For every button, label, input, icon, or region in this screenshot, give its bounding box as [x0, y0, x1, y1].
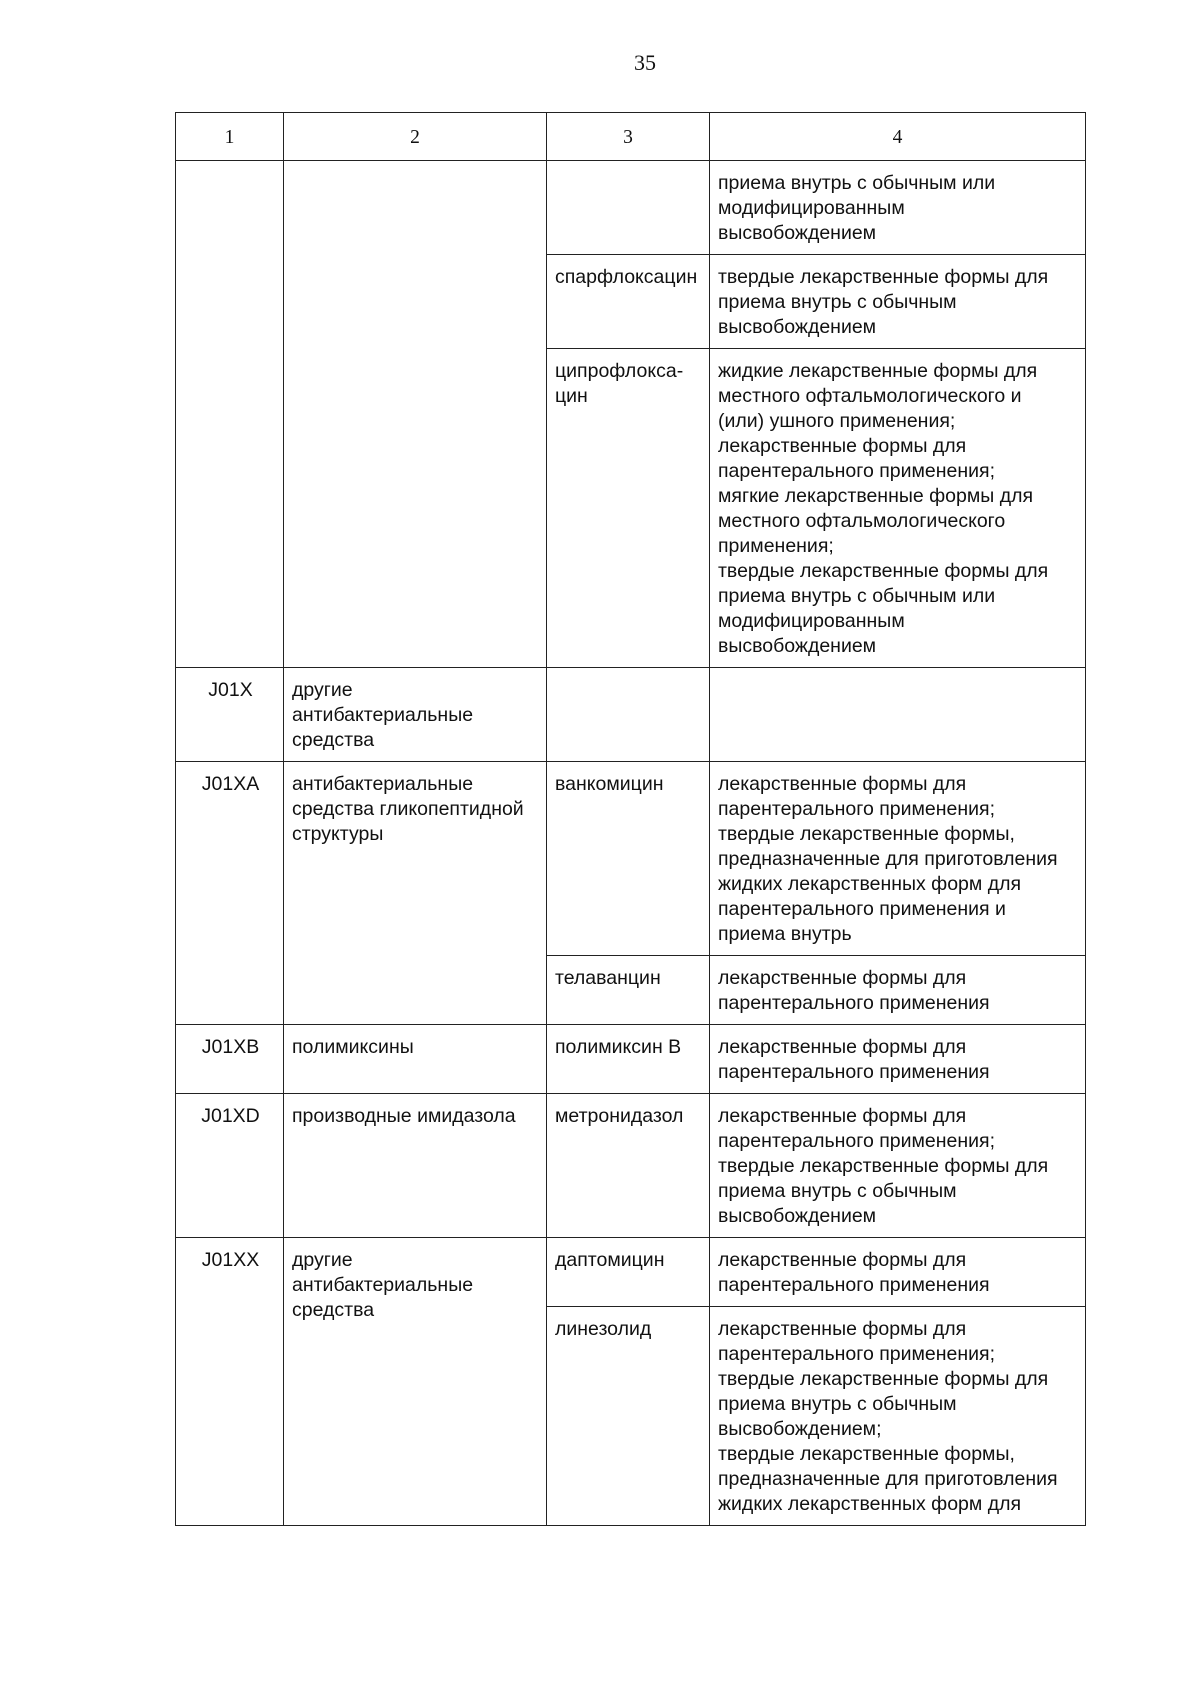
code-cell — [176, 668, 284, 762]
forms-text: жидкие лекарственные формы для местного офтальмологического и (или) ушного применения; лекарственные формы для парентерального применения; мягкие лекарственные формы для местного офтальмологического применения; твердые лекарственные формы для приема внутрь с обычным или модифицированным высвобождением — [718, 360, 1049, 657]
forms-text: твердые лекарственные формы для приема внутрь с обычным высвобождением — [718, 266, 1049, 338]
page-number: 35 — [634, 50, 656, 75]
code-cell — [176, 1238, 284, 1526]
table-header-row — [176, 113, 1086, 161]
forms-text: лекарственные формы для парентерального применения — [718, 967, 990, 1014]
drug-name: метронидазол — [555, 1105, 684, 1127]
drug-cell — [547, 1238, 710, 1307]
table-row — [176, 1238, 1086, 1307]
group-name: другие антибактериальные средства — [292, 679, 474, 751]
drug-name: телаванцин — [555, 967, 661, 989]
drug-cell — [547, 349, 710, 668]
forms-text: лекарственные формы для парентерального применения; твердые лекарственные формы, предназначенные для приготовления жидких лекарственных форм для парентерального применения и приема внутрь — [718, 773, 1058, 945]
atc-code: J01XX — [201, 1249, 260, 1271]
forms-cell — [710, 668, 1086, 762]
drug-name: даптомицин — [555, 1249, 665, 1271]
group-name: полимиксины — [292, 1036, 414, 1058]
drug-cell — [547, 1307, 710, 1526]
drug-cell — [547, 1025, 710, 1094]
column-header-3: 3 — [547, 113, 710, 161]
forms-cell — [710, 1025, 1086, 1094]
group-name-cell — [284, 762, 547, 1025]
code-cell — [176, 161, 284, 668]
table-row — [176, 1025, 1086, 1094]
forms-text: лекарственные формы для парентерального применения; твердые лекарственные формы для приема внутрь с обычным высвобождением — [718, 1105, 1049, 1227]
column-header-4: 4 — [710, 113, 1086, 161]
table-row — [176, 762, 1086, 956]
group-name-cell — [284, 161, 547, 668]
drug-cell — [547, 668, 710, 762]
column-header-2: 2 — [284, 113, 547, 161]
drug-name: спарфлоксацин — [555, 266, 698, 288]
column-header-1: 1 — [176, 113, 284, 161]
forms-text: приема внутрь с обычным или модифицированным высвобождением — [718, 172, 996, 244]
forms-cell — [710, 255, 1086, 349]
table-row — [176, 161, 1086, 255]
forms-text: лекарственные формы для парентерального применения — [718, 1249, 990, 1296]
table-row — [176, 668, 1086, 762]
drug-cell — [547, 255, 710, 349]
group-name: другие антибактериальные средства — [292, 1249, 474, 1321]
group-name: антибактериальные средства гликопептидной структуры — [292, 773, 524, 845]
forms-cell — [710, 1307, 1086, 1526]
atc-code: J01X — [208, 679, 253, 701]
forms-cell — [710, 161, 1086, 255]
drug-name: ванкомицин — [555, 773, 664, 795]
group-name-cell — [284, 1025, 547, 1094]
drug-cell — [547, 956, 710, 1025]
drug-name: линезолид — [555, 1318, 652, 1340]
drug-name: полимиксин В — [555, 1036, 682, 1058]
code-cell — [176, 762, 284, 1025]
atc-code: J01XB — [201, 1036, 260, 1058]
atc-code: J01XD — [201, 1105, 260, 1127]
forms-text: лекарственные формы для парентерального применения — [718, 1036, 990, 1083]
drug-cell — [547, 762, 710, 956]
group-name-cell — [284, 1238, 547, 1526]
atc-code: J01XA — [201, 773, 260, 795]
code-cell — [176, 1094, 284, 1238]
forms-cell — [710, 349, 1086, 668]
drug-table — [175, 112, 1086, 1526]
group-name: производные имидазола — [292, 1105, 516, 1127]
forms-cell — [710, 1238, 1086, 1307]
forms-cell — [710, 956, 1086, 1025]
code-cell — [176, 1025, 284, 1094]
group-name-cell — [284, 668, 547, 762]
drug-cell — [547, 161, 710, 255]
group-name-cell — [284, 1094, 547, 1238]
forms-text: лекарственные формы для парентерального применения; твердые лекарственные формы для приема внутрь с обычным высвобождением; твердые лекарственные формы, предназначенные для приготовления жидких лекарственных форм для — [718, 1318, 1058, 1515]
drug-cell — [547, 1094, 710, 1238]
forms-cell — [710, 762, 1086, 956]
table-row — [176, 1094, 1086, 1238]
forms-cell — [710, 1094, 1086, 1238]
drug-name: ципрофлокса- цин — [555, 360, 684, 407]
